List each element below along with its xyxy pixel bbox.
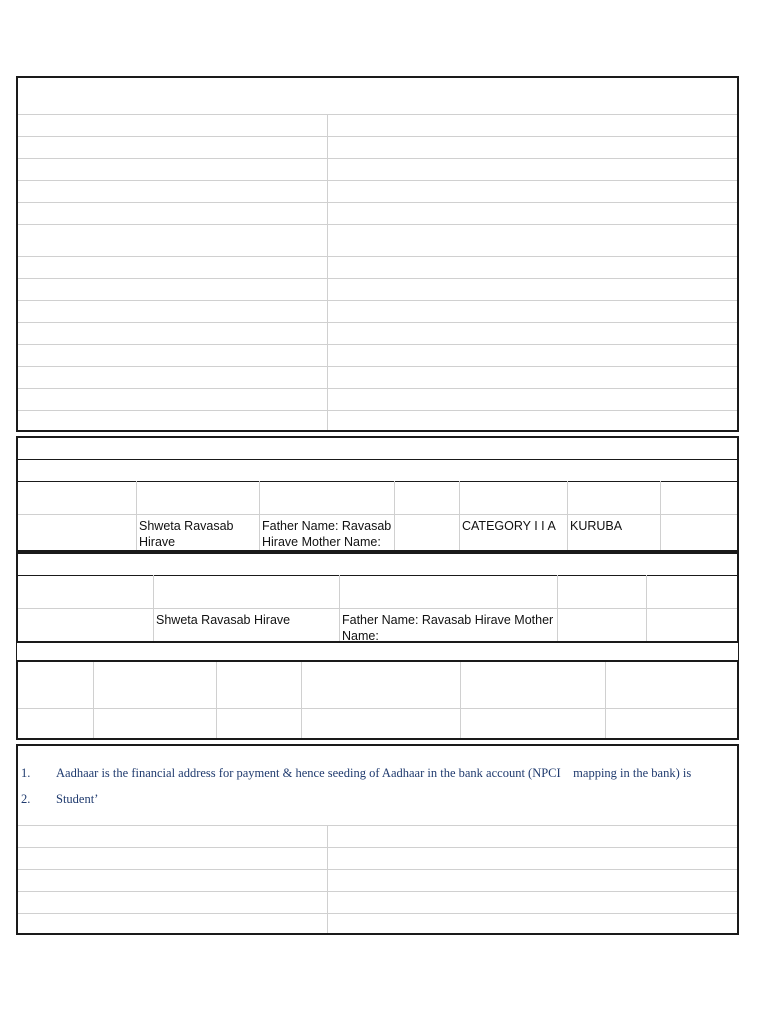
applicant-parents-cell: Father Name: Ravasab Hirave Mother Name:	[342, 613, 554, 643]
note-1-number: 1.	[21, 766, 31, 780]
bank-details-header	[16, 643, 739, 661]
category-cell: CATEGORY I I A	[462, 519, 556, 533]
personal-details-section	[16, 76, 739, 432]
applicant-details-section	[16, 552, 739, 643]
bank-details-section	[16, 660, 739, 740]
note-2-number: 2.	[21, 792, 31, 806]
applicant-name-cell: Shweta Ravasab Hirave	[156, 613, 291, 627]
note-2-text: Student’	[56, 792, 99, 806]
aadhaar-declaration-section	[16, 744, 739, 935]
parents-name-cell: Father Name: Ravasab Hirave Mother Name:	[262, 519, 392, 549]
note-1-text: Aadhaar is the financial address for payment & hence seeding of Aadhaar in the bank account (NPCI mapping in the bank) is	[56, 766, 692, 780]
student-details-section	[16, 436, 739, 552]
caste-cell: KURUBA	[570, 519, 623, 533]
student-name-cell: Shweta Ravasab Hirave	[139, 519, 234, 549]
